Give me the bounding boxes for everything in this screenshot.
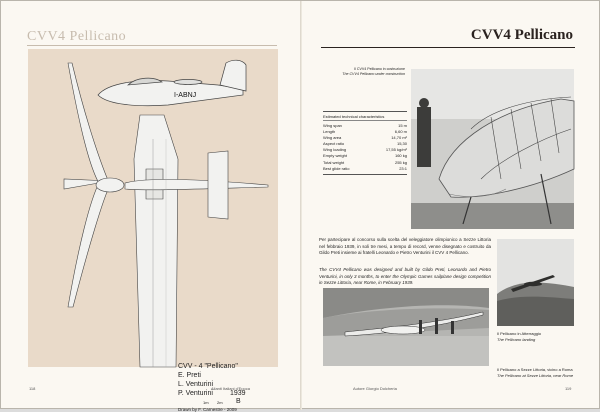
- drawing-designer-3: P. Venturini: [178, 390, 213, 397]
- right-footer-text: Autore Giorgio Dolcheria: [353, 386, 397, 391]
- construction-photo-image: [411, 69, 574, 229]
- sezze-photo-image: [323, 288, 489, 366]
- construction-caption: [319, 67, 405, 77]
- sezze-caption-it: Il Pellicano a Sezze Littoria, vicino a Roma: [497, 367, 573, 372]
- drawing-year: 1939: [230, 390, 246, 397]
- right-page-number: 119: [565, 386, 572, 391]
- landing-caption-en: The Pellicano landing: [497, 337, 536, 342]
- right-page-title: CVV4 Pellicano: [470, 27, 573, 43]
- glider-line-drawing: [28, 49, 278, 367]
- landing-caption-it: Il Pellicano in Atterraggio: [497, 331, 542, 336]
- technical-specs-table: [323, 111, 407, 175]
- drawing-sheet-letter: B: [236, 398, 241, 405]
- spec-value: 15,30: [396, 141, 407, 147]
- spec-label: Wing area: [323, 135, 342, 141]
- spec-value: 160 kg: [394, 153, 407, 159]
- right-title-rule: [321, 47, 575, 48]
- left-title-rule: [27, 45, 277, 46]
- construction-photo: [411, 69, 574, 229]
- left-page-number: 118: [29, 386, 36, 391]
- spec-label: Length: [323, 129, 336, 135]
- drawing-scale-1m: 1m: [203, 400, 209, 405]
- drawing-designer-1: E. Preti: [178, 372, 201, 379]
- landing-caption: [497, 331, 541, 343]
- page-gutter: [300, 1, 302, 410]
- spec-value: 255 kg: [394, 159, 407, 165]
- description-english: The CVV4 Pellicano was designed and built by Gildo Preti, Leonardo and Pietro Venturini, in only 3 months, to enter the Olympic Games sailplane design competition in Sezze Littoria, near Rome, in February 1939.: [319, 267, 491, 286]
- drawing-scale-2m: 2m: [217, 400, 223, 405]
- left-footer-text: Alianti Italiani d'Epoca: [211, 386, 251, 391]
- sezze-caption: [497, 367, 573, 379]
- landing-photo: [497, 239, 574, 326]
- spec-label: Aspect ratio: [323, 141, 345, 147]
- drawing-designer-2: L. Venturini: [178, 381, 214, 388]
- specs-title: Estimated technical characteristics: [323, 114, 407, 121]
- registration-label: I-ABNJ: [174, 92, 197, 99]
- sezze-photo: [323, 288, 489, 366]
- description-italian: Per partecipare al concorso sulla scelta del veleggiatore olimpionico a Sezze Littoria nel febbraio 1939, in soli tre mesi, a tempo di record, venne disegnato e costruito da Gildo Preti insieme ai fratelli Leonardo e Pietro Venturini il CVV 4 Pellicano.: [319, 237, 491, 256]
- spec-label: Wing loading: [323, 147, 347, 153]
- drawing-credit: Drawn by F. Carnestre - 2009: [178, 407, 237, 412]
- spec-label: Best glide ratio: [323, 165, 350, 171]
- spec-value: 14,70 m²: [391, 135, 407, 141]
- sezze-caption-en: The Pellicano at Sezze Littoria, near Rome: [497, 373, 574, 378]
- drawing-model-label: CVV - 4 "Pellicano": [178, 363, 238, 370]
- spec-label: Total weight: [323, 159, 345, 165]
- spec-value: 6,60 m: [394, 129, 407, 135]
- construction-caption-it: Il CVV4 Pellicano in costruzione: [354, 67, 405, 71]
- landing-photo-image: [497, 239, 574, 326]
- spec-label: Wing span: [323, 123, 342, 128]
- left-page-title: CVV4 Pellicano: [27, 29, 127, 44]
- construction-caption-en: The CVV4 Pellicano under construction: [342, 72, 405, 77]
- spec-value: 17,55 kg/m²: [385, 147, 407, 153]
- spec-value: 15 m: [398, 123, 407, 128]
- spec-value: 23:1: [399, 165, 407, 171]
- spec-row: [323, 166, 407, 172]
- spec-label: Empty weight: [323, 153, 348, 159]
